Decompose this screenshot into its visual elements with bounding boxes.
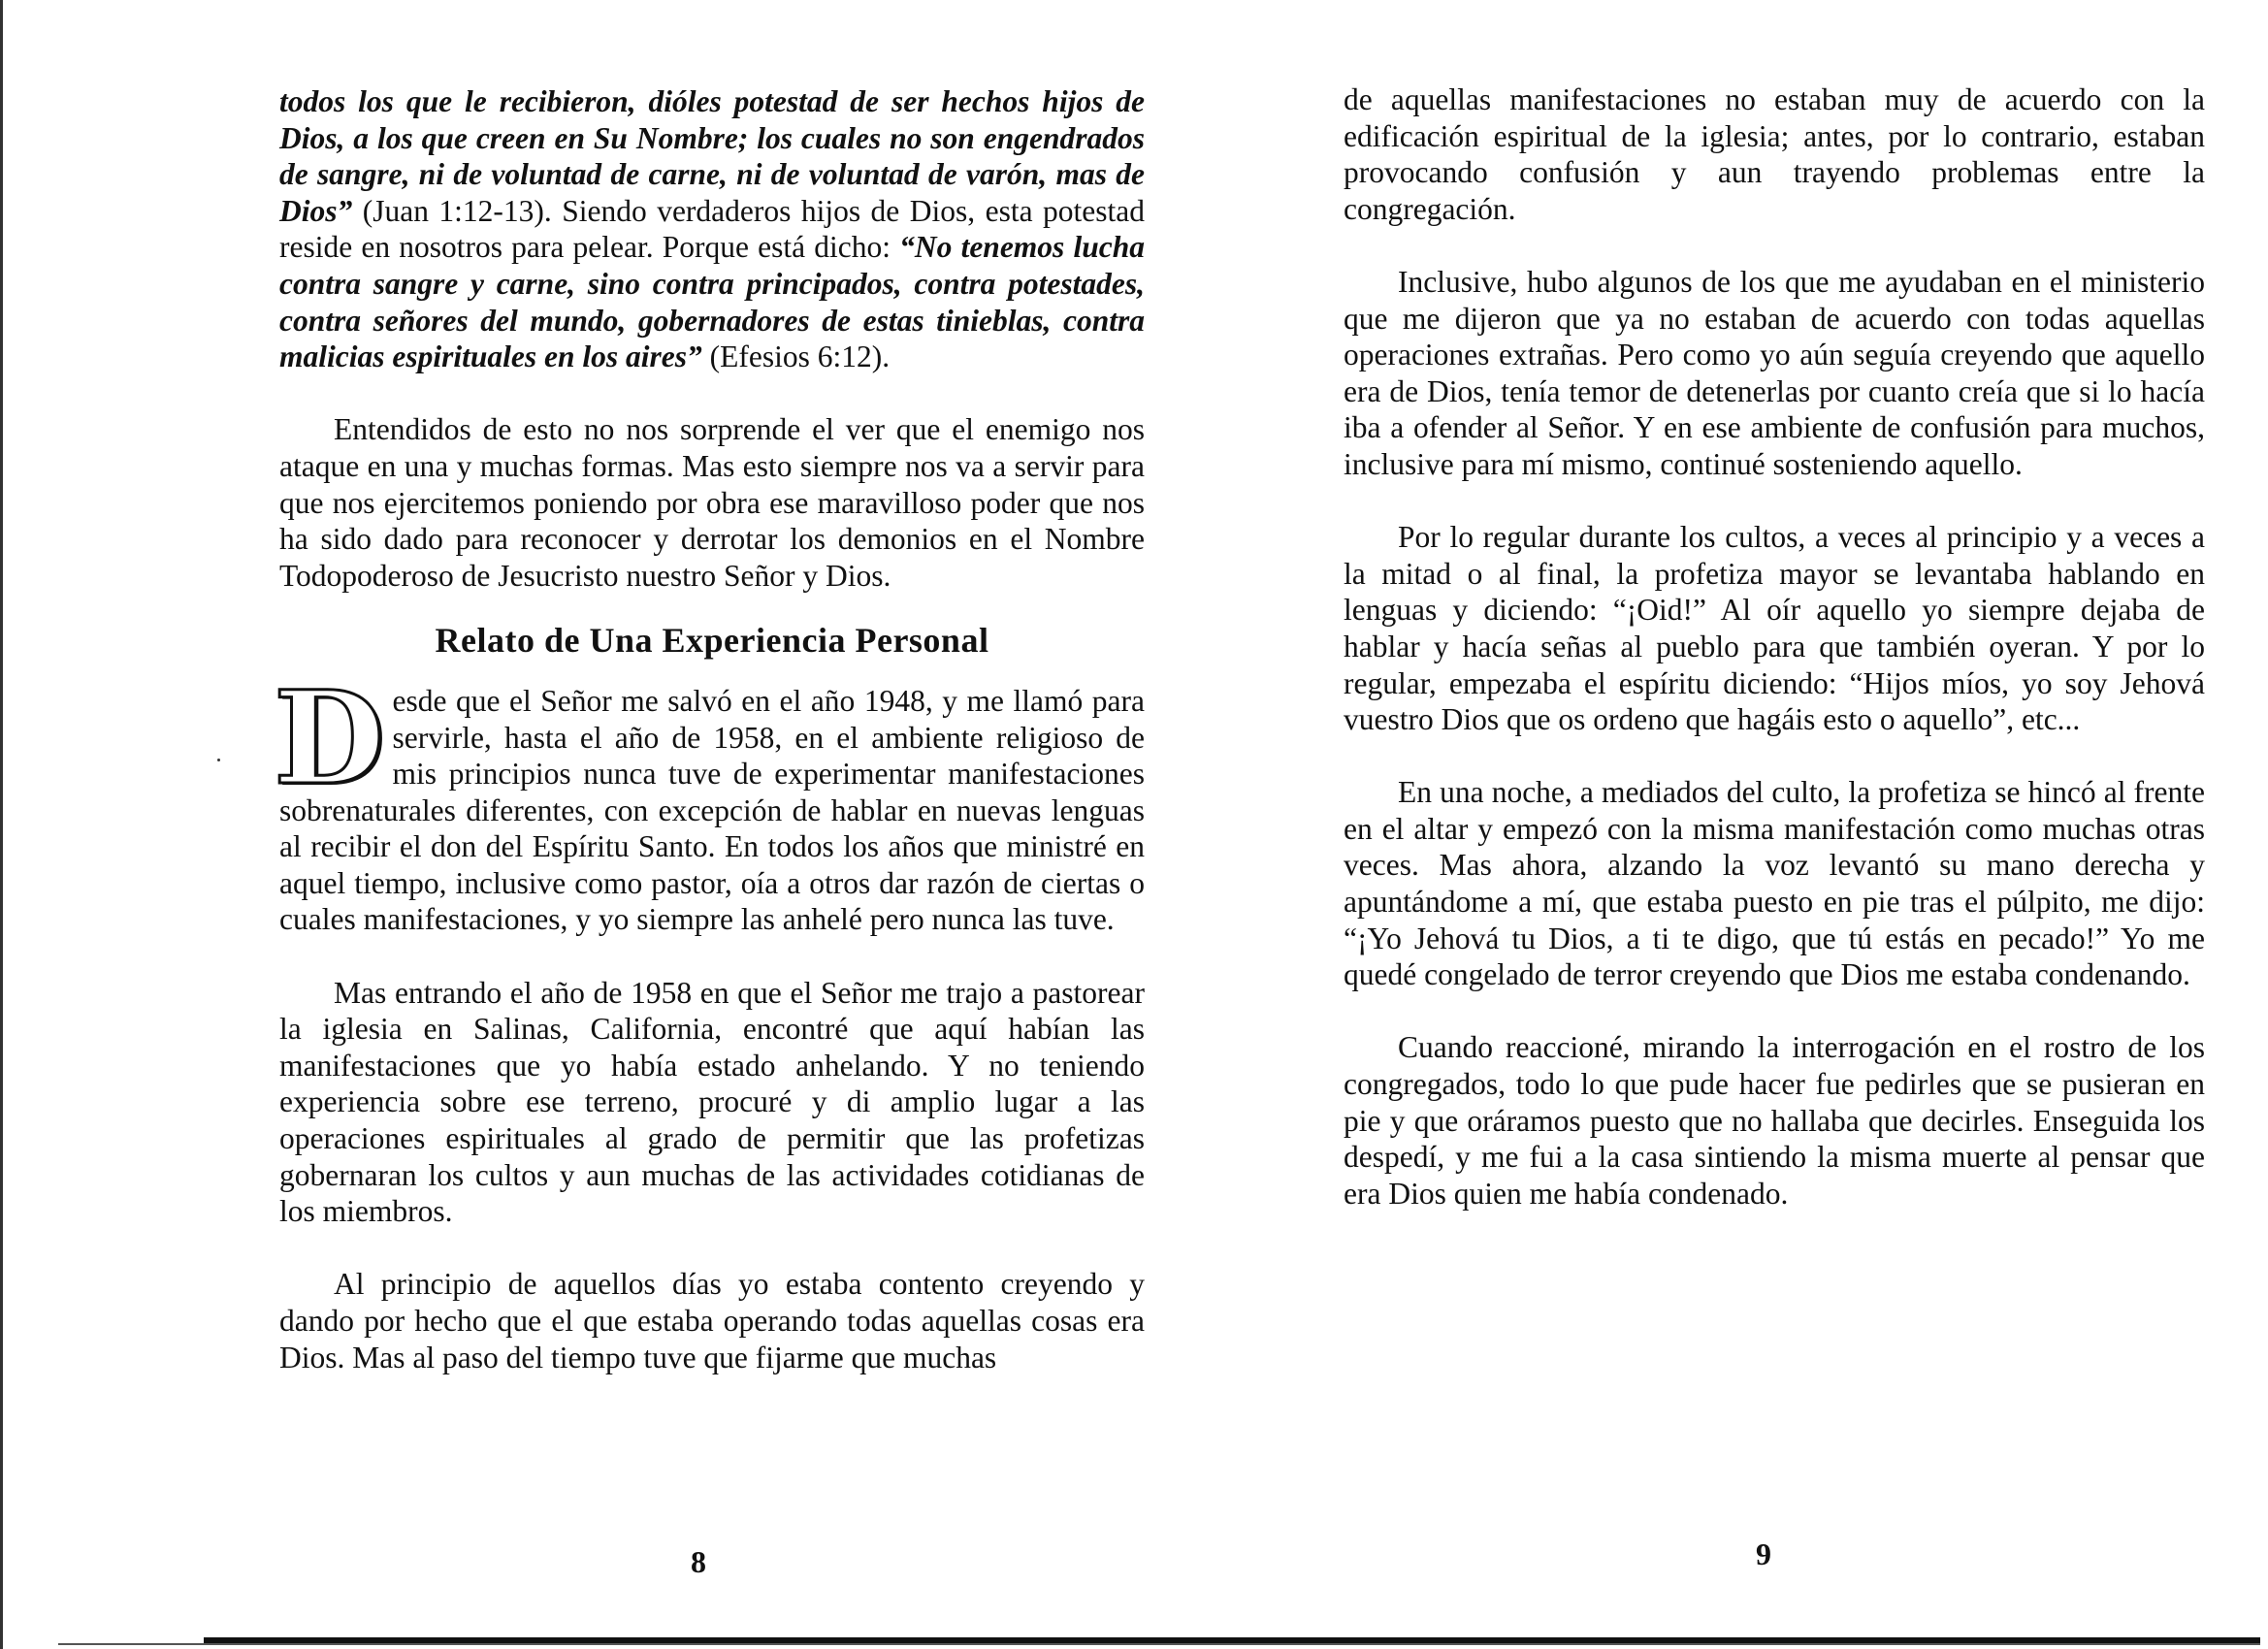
page-number: 8 [691,1544,706,1579]
paragraph: de aquellas manifestaciones no estaban muy de acuerdo con la edificación espiritual de la iglesia; antes, por lo contrario, estaban provocando confusión y aun trayendo problemas entre la congregación. [1344,82,2205,226]
right-text-column [1344,81,2205,1212]
paragraph: Mas entrando el año de 1958 en que el Señor me trajo a pastorear la iglesia en Salinas, California, encontré que aquí habían las manifestaciones que yo había estado anhelando. Y no teniendo experiencia sobre ese terreno, procuré y di amplio lugar a las operaciones espirituales al grado de permitir que las profetizas gobernaran los cultos y aun muchas de las actividades cotidianas de los miembros. [279,975,1145,1229]
paragraph: Al principio de aquellos días yo estaba contento creyendo y dando por hecho que el que estaba operando todas aquellas cosas era Dios. Mas al paso del tiempo tuve que fijarme que muchas [279,1267,1145,1374]
paragraph: En una noche, a mediados del culto, la profetiza se hincó al frente en el altar y empezó con la misma manifestación como muchas otras veces. Mas ahora, alzando la voz levantó su mano derecha y apuntándome a mí, que estaba puesto en pie tras el púlpito, me dijo: “¡Yo Jehová tu Dios, a ti te digo, que tú estás en pecado!” Yo me quedé congelado de terror creyendo que Dios me estaba condenando. [1344,775,2205,992]
scan-bottom-border-thin [58,1643,2260,1645]
paragraph: Entendidos de esto no nos sorprende el ver que el enemigo nos ataque en una y muchas formas. Mas esto siempre nos va a servir para que nos ejercitemos poniendo por obra ese maravilloso poder que nos ha sido dado para reconocer y derrotar los demonios en el Nombre Todopoderoso de Jesucristo nuestro Señor y Dios. [279,412,1145,593]
drop-cap: D [274,663,385,814]
left-text-column [274,83,1145,1375]
scan-speck [217,759,220,761]
section-heading: Relato de Una Experiencia Personal [435,621,989,661]
paragraph: Por lo regular durante los cultos, a veces al principio y a veces a la mitad o al final, la profetiza mayor se levantaba hablando en lenguas y diciendo: “¡Oid!” Al oír aquello yo siempre dejaba de hablar y hacía señas al pueblo para que también oyeran. Y por lo regular, empezaba el espíritu diciendo: “Hijos míos, yo soy Jehová vuestro Dios que os ordeno que hagáis esto o aquello”, etc... [1344,520,2205,737]
bold-italic-quote: “No tenemos lucha contra sangre y carne, sino contra principados, contra potestades, contra señores del mundo, gobernadores de estas tinieblas, contra malicias espirituales en los aires” [279,230,1145,374]
paragraph: Inclusive, hubo algunos de los que me ayudaban en el ministerio que me dijeron que ya no estaban de acuerdo con todas aquellas operaciones extrañas. Pero como yo aún seguía creyendo que aquello era de Dios, tenía temor de detenerlas por cuanto creía que si lo hacía iba a ofender al Señor. Y en ese ambiente de confusión para muchos, inclusive para mí mismo, continué sosteniendo aquello. [1344,264,2205,481]
paragraph-with-dropcap [274,663,1145,938]
citation-text: (Efesios 6:12). [701,340,891,374]
paragraph-scripture-quote [279,83,1145,375]
page-number: 9 [1756,1536,1771,1571]
bold-italic-quote: todos los que le recibieron, dióles potestad de ser hechos hijos de Dios, a los que creen en Su Nombre; los cuales no son engendrados de sangre, ni de voluntad de carne, ni de voluntad de varón, mas de Dios” [279,84,1145,228]
paragraph: Cuando reaccioné, mirando la interrogación en el rostro de los congregados, todo lo que pude hacer fue pedirles que se pusieran en pie y que oráramos puesto que no hallaba que decirles. Enseguida los despedí, y me fui a la casa sintiendo la misma muerte al pensar que era Dios quien me había condenado. [1344,1030,2205,1211]
citation-text: (Juan 1:12-13). Siendo verdaderos hijos de Dios, esta potestad reside en nosotros para pelear. Porque está dicho: [279,193,1145,265]
right-page [1134,0,2268,1649]
paragraph-text: esde que el Señor me salvó en el año 1948, y me llamó para servirle, hasta el año de 1958, en el ambiente religioso de mis principios nunca tuve de experimentar manifestaciones sobrenaturales diferentes, con excepción de hablar en nuevas lenguas al recibir el don del Espíritu Santo. En todos los años que ministré en aquel tiempo, inclusive como pastor, oía a otros dar razón de ciertas o cuales manifestaciones, y yo siempre las anhelé pero nunca las tuve. [279,683,1145,937]
